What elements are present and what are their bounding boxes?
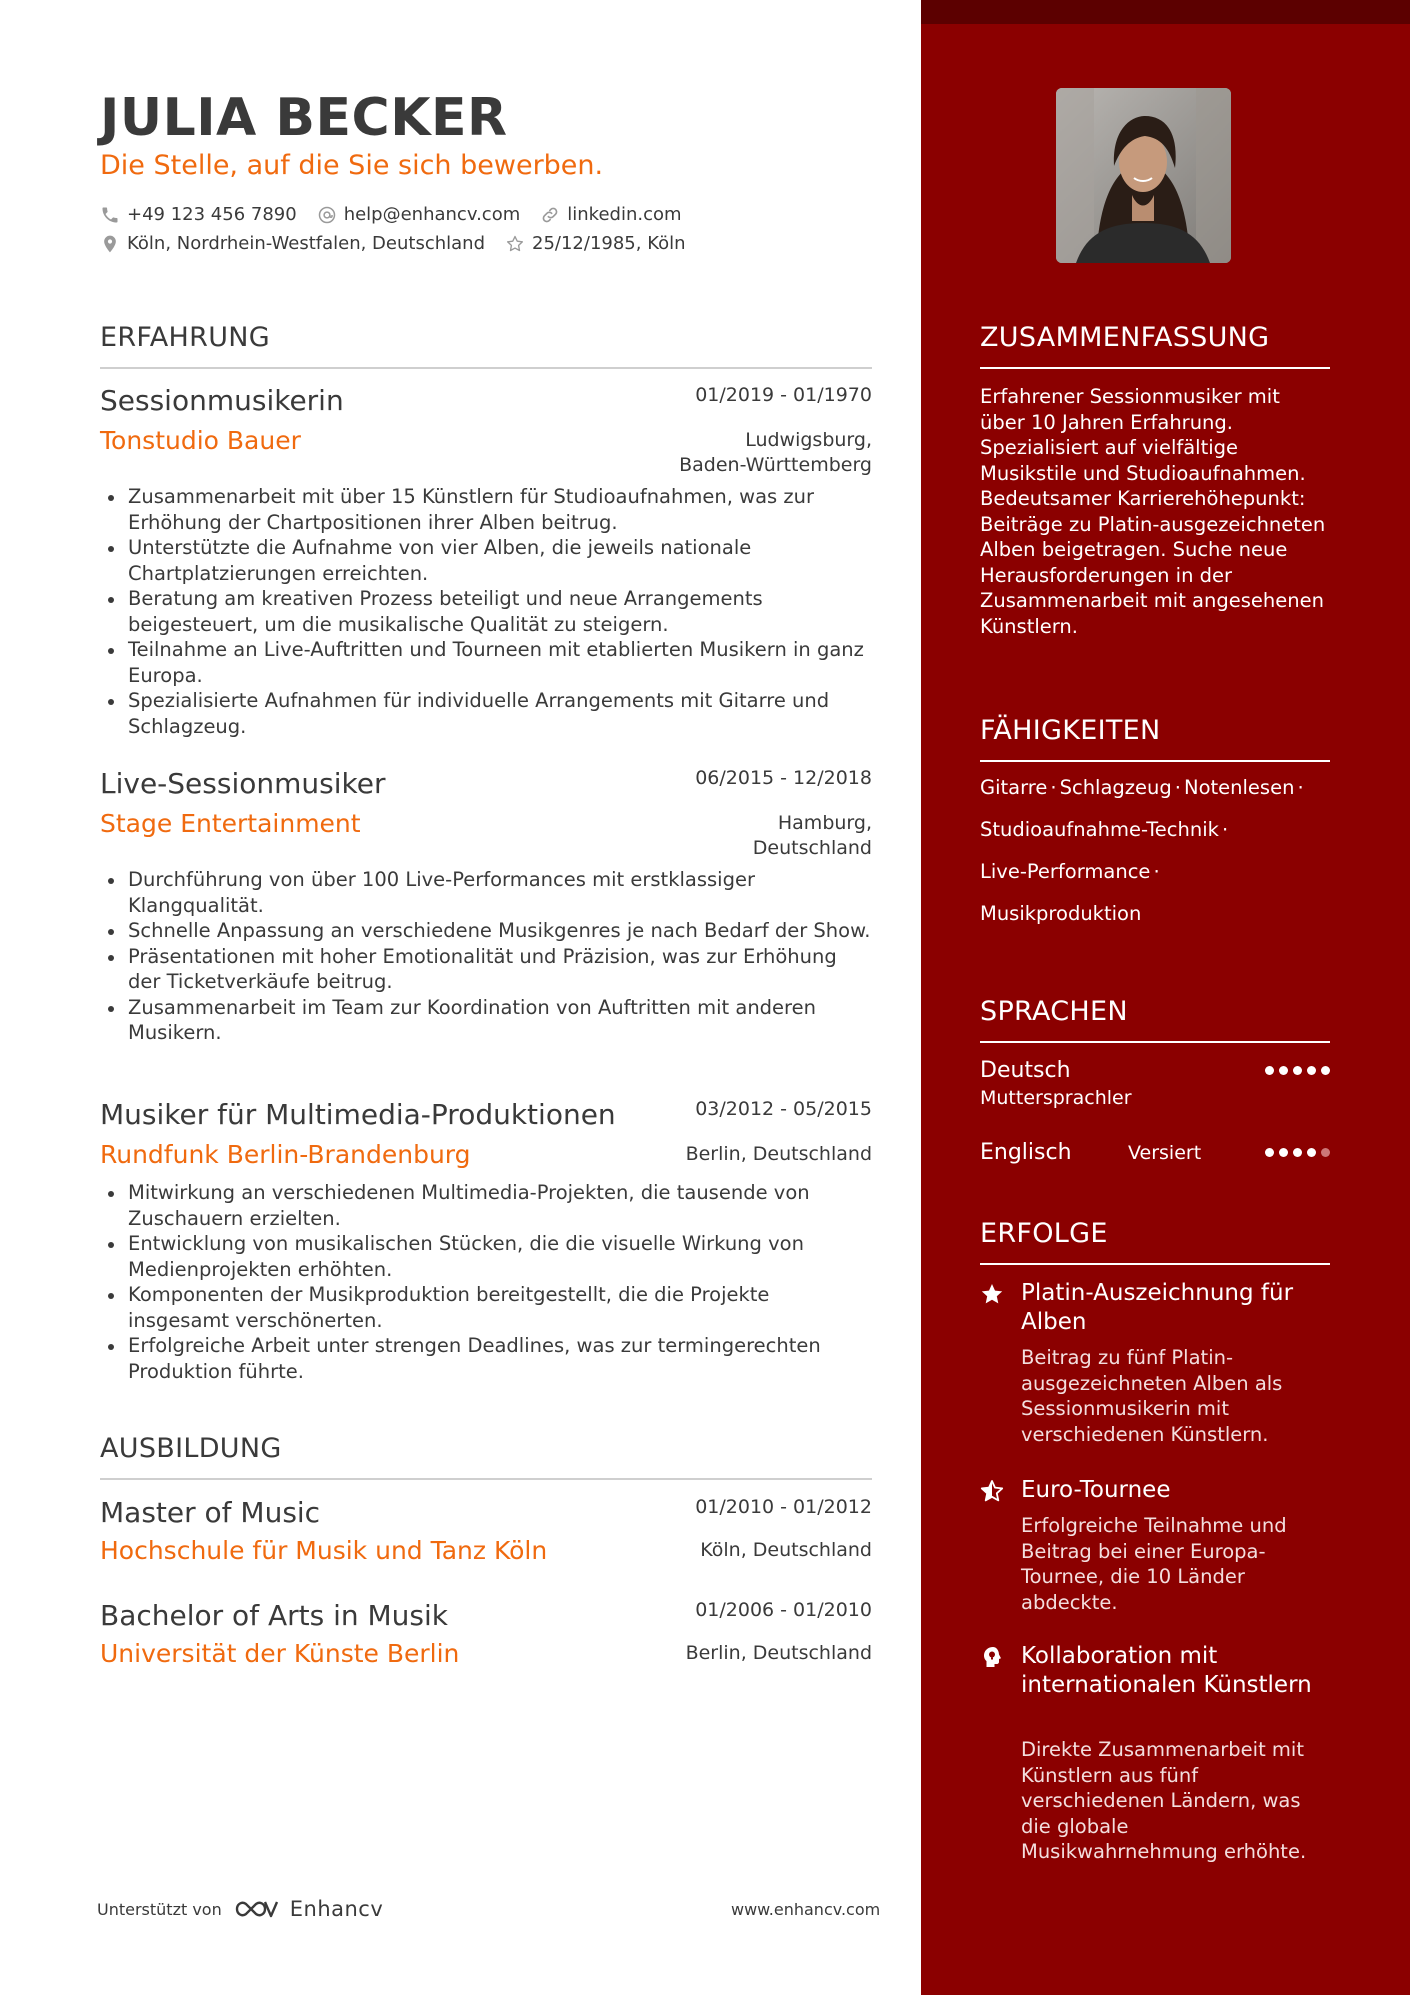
bullet-item: Schnelle Anpassung an verschiedene Musikgenres je nach Bedarf der Show. [128, 919, 871, 942]
language-name: Deutsch [980, 1058, 1071, 1083]
job-dates: 01/2019 - 01/1970 [695, 384, 872, 406]
half-star-icon [980, 1479, 1004, 1503]
rating-dot [1321, 1148, 1330, 1157]
bullet-item: Mitwirkung an verschiedenen Multimedia-Projekten, die tausende von Zuschauern erzielten. [128, 1180, 872, 1231]
sidebar [921, 0, 1410, 1995]
website-item[interactable] [540, 204, 681, 225]
email-text: help@enhancv.com [343, 204, 521, 225]
link-icon [540, 205, 560, 225]
contact-row-1 [100, 204, 702, 225]
skills-line [980, 776, 1340, 818]
job-bullets [128, 1180, 872, 1384]
job-role[interactable]: Sessionmusikerin [100, 384, 344, 417]
job-location-line: Hamburg, [777, 812, 872, 834]
skill-tag[interactable]: Notenlesen [1183, 776, 1295, 799]
achievement-title: Kollaboration mit internationalen Künstlern [1021, 1643, 1312, 1698]
powered-by-label: Unterstützt von [97, 1899, 222, 1919]
language-name: Englisch [980, 1140, 1072, 1165]
headline[interactable]: Die Stelle, auf die Sie sich bewerben. [100, 150, 604, 181]
bullet-item: Erfolgreiche Arbeit unter strengen Deadlines, was zur termingerechten Produktion führte. [128, 1333, 872, 1384]
education-title: AUSBILDUNG [100, 1433, 282, 1464]
school-location: Berlin, Deutschland [685, 1642, 872, 1664]
location-item[interactable] [100, 233, 485, 254]
rating-dot [1279, 1066, 1288, 1075]
skill-tag[interactable]: Schlagzeug [1059, 776, 1172, 799]
school-location: Köln, Deutschland [700, 1539, 872, 1561]
head-bulb-icon [980, 1645, 1004, 1669]
skill-tag[interactable]: Gitarre [980, 776, 1048, 799]
skill-tag[interactable]: Musikproduktion [980, 902, 1142, 925]
degree-title[interactable]: Master of Music [100, 1496, 321, 1529]
bullet-item: Komponenten der Musikproduktion bereitgestellt, die die Projekte insgesamt verschönerten. [128, 1282, 872, 1333]
skills-divider [980, 760, 1330, 762]
candidate-name: JULIA BECKER [100, 88, 508, 148]
summary-text[interactable]: Erfahrener Sessionmusiker mit über 10 Jahren Erfahrung. Spezialisiert auf vielfältige Musikstile und Studioaufnahmen. Bedeutsamer Karrierehöhepunkt: Beiträge zu Platin-ausgezeichneten Alben beigetragen. Suche neue Herausforderungen in der Zusammenarbeit mit angesehenen Künstlern. [980, 385, 1326, 638]
birth-text: 25/12/1985, Köln [532, 233, 686, 254]
achievements-divider [980, 1263, 1330, 1265]
rating-dot [1265, 1148, 1274, 1157]
languages-title: SPRACHEN [980, 996, 1128, 1027]
skill-separator: · [1297, 776, 1304, 799]
portrait-image [1056, 88, 1231, 263]
location-pin-icon [100, 234, 120, 254]
job-location-line: Berlin, Deutschland [685, 1143, 872, 1165]
job-location [686, 1142, 872, 1167]
skill-separator: · [1174, 776, 1181, 799]
bullet-item: Zusammenarbeit mit über 15 Künstlern für Studioaufnahmen, was zur Erhöhung der Chartpositionen ihrer Alben beitrug. [128, 484, 872, 535]
job-company[interactable]: Rundfunk Berlin-Brandenburg [100, 1140, 471, 1169]
rating-dot [1307, 1066, 1316, 1075]
school-name[interactable]: Universität der Künste Berlin [100, 1639, 460, 1668]
skill-tag[interactable]: Studioaufnahme-Technik [980, 818, 1219, 841]
bullet-item: Entwicklung von musikalischen Stücken, die die visuelle Wirkung von Medienprojekten erhöhten. [128, 1231, 872, 1282]
sidebar-top-bar [921, 0, 1410, 24]
job-location-line: Baden-Württemberg [679, 454, 872, 476]
bullet-item: Präsentationen mit hoher Emotionalität und Präzision, was zur Erhöhung der Ticketverkäufe beitrug. [128, 944, 872, 995]
achievement-description: Erfolgreiche Teilnahme und Beitrag bei einer Europa-Tournee, die 10 Länder abdeckte. [1021, 1514, 1287, 1614]
job-role[interactable]: Musiker für Multimedia-Produktionen [100, 1098, 616, 1131]
job-company[interactable]: Stage Entertainment [100, 809, 361, 838]
experience-title: ERFAHRUNG [100, 322, 270, 353]
language-rating [1260, 1148, 1330, 1157]
phone-icon [100, 205, 120, 225]
achievement-title: Euro-Tournee [1021, 1477, 1171, 1503]
skills-line [980, 818, 1340, 860]
bullet-item: Unterstützte die Aufnahme von vier Alben, die jeweils nationale Chartplatzierungen erreichten. [128, 535, 872, 586]
job-dates: 03/2012 - 05/2015 [695, 1098, 872, 1120]
job-location-line: Deutschland [752, 837, 872, 859]
experience-divider [100, 367, 872, 369]
education-dates: 01/2006 - 01/2010 [695, 1599, 872, 1621]
job-dates: 06/2015 - 12/2018 [695, 767, 872, 789]
star-outline-icon [505, 234, 525, 254]
phone-item[interactable] [100, 204, 297, 225]
website-text: linkedin.com [567, 204, 682, 225]
skill-tag[interactable]: Live-Performance [980, 860, 1151, 883]
achievement-description: Beitrag zu fünf Platin-ausgezeichneten Alben als Sessionmusikerin mit verschiedenen Künstlern. [1021, 1346, 1283, 1446]
phone-text: +49 123 456 7890 [127, 204, 297, 225]
rating-dot [1307, 1148, 1316, 1157]
degree-title[interactable]: Bachelor of Arts in Musik [100, 1599, 448, 1632]
rating-dot [1265, 1066, 1274, 1075]
job-bullets [128, 867, 872, 1046]
birth-item[interactable] [505, 233, 686, 254]
bullet-item: Durchführung von über 100 Live-Performances mit erstklassiger Klangqualität. [128, 867, 872, 918]
job-location [679, 428, 872, 478]
location-text: Köln, Nordrhein-Westfalen, Deutschland [127, 233, 485, 254]
bullet-item: Zusammenarbeit im Team zur Koordination von Auftritten mit anderen Musikern. [128, 995, 872, 1046]
school-name[interactable]: Hochschule für Musik und Tanz Köln [100, 1536, 548, 1565]
skill-separator: · [1050, 776, 1057, 799]
skills-line [980, 860, 1340, 902]
skills-line [980, 902, 1340, 944]
skill-separator: · [1153, 860, 1160, 883]
summary-title: ZUSAMMENFASSUNG [980, 322, 1270, 353]
bullet-item: Spezialisierte Aufnahmen für individuelle Arrangements mit Gitarre und Schlagzeug. [128, 688, 872, 739]
brand-name: Enhancv [289, 1897, 384, 1921]
bullet-item: Teilnahme an Live-Auftritten und Tourneen mit etablierten Musikern in ganz Europa. [128, 637, 872, 688]
achievement-title: Platin-Auszeichnung für Alben [1021, 1280, 1294, 1335]
at-icon [317, 205, 337, 225]
summary-divider [980, 367, 1330, 369]
rating-dot [1293, 1066, 1302, 1075]
footer-url[interactable]: www.enhancv.com [731, 1900, 881, 1919]
job-bullets [128, 484, 872, 739]
job-role[interactable]: Live-Sessionmusiker [100, 767, 386, 800]
languages-divider [980, 1041, 1330, 1043]
language-rating [1260, 1066, 1330, 1075]
contact-row-2 [100, 233, 706, 254]
star-icon [980, 1282, 1004, 1306]
rating-dot [1321, 1066, 1330, 1075]
language-level: Muttersprachler [980, 1087, 1132, 1109]
email-item[interactable] [317, 204, 521, 225]
bullet-item: Beratung am kreativen Prozess beteiligt und neue Arrangements beigesteuert, um die musikalische Qualität zu steigern. [128, 586, 872, 637]
achievements-title: ERFOLGE [980, 1218, 1108, 1249]
job-location [753, 811, 872, 861]
footer-powered-by[interactable] [97, 1897, 383, 1921]
achievement-description: Direkte Zusammenarbeit mit Künstlern aus fünf verschiedenen Ländern, was die globale Musikwahrnehmung erhöhte. [1021, 1738, 1307, 1863]
education-divider [100, 1478, 872, 1480]
skill-separator: · [1221, 818, 1229, 841]
skills-title: FÄHIGKEITEN [980, 715, 1161, 746]
enhancv-logo-icon [234, 1898, 280, 1920]
profile-photo[interactable] [1056, 88, 1231, 263]
language-level: Versiert [1128, 1142, 1202, 1164]
rating-dot [1293, 1148, 1302, 1157]
skills-list [980, 776, 1340, 944]
job-company[interactable]: Tonstudio Bauer [100, 426, 301, 455]
rating-dot [1279, 1148, 1288, 1157]
job-location-line: Ludwigsburg, [745, 429, 872, 451]
education-dates: 01/2010 - 01/2012 [695, 1496, 872, 1518]
